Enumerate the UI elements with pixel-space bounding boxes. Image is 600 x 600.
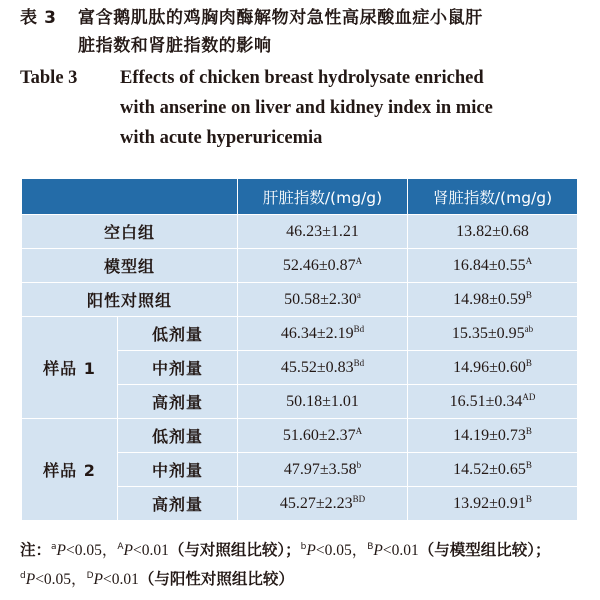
english-title-line-3: with acute hyperuricemia xyxy=(120,128,323,148)
group-label-sample-1: 样品 1 xyxy=(22,317,118,419)
liver-value: 47.97±3.58$^b$ xyxy=(238,453,408,487)
kidney-value: 13.82±0.68 xyxy=(408,215,578,249)
kidney-value: $14.52\pm 0.65^B$ xyxy=(408,453,578,487)
kidney-value: $14.96\pm 0.60^B$ xyxy=(408,351,578,385)
english-table-label: Table 3 xyxy=(20,68,78,88)
kidney-value: $14.98\pm 0.59^B$ xyxy=(408,283,578,317)
group-label-positive: 阳性对照组 xyxy=(22,283,238,317)
chinese-title-line-1: 表 3 富含鹅肌肽的鸡胸肉酶解物对急性高尿酸血症小鼠肝 xyxy=(20,4,585,32)
liver-value: $52.46\pm 0.87^A$ xyxy=(238,249,408,283)
chinese-title xyxy=(20,4,585,60)
liver-value: $45.27\pm 2.23^{BD}$ xyxy=(238,487,408,521)
table-row xyxy=(22,215,578,249)
liver-value: 50.18±1.01 xyxy=(238,385,408,419)
liver-value: $45.52\pm 0.83^{Bd}$ xyxy=(238,351,408,385)
chinese-title-line-2: 脏指数和肾脏指数的影响 xyxy=(78,36,272,56)
dose-label: 中剂量 xyxy=(118,351,238,385)
dose-label: 中剂量 xyxy=(118,453,238,487)
table-row xyxy=(22,249,578,283)
results-table xyxy=(21,178,578,521)
kidney-value: 15.35±0.95$^{ab}$ xyxy=(408,317,578,351)
header-kidney-index: 肾脏指数/(mg/g) xyxy=(408,179,578,215)
table-footnote: 注：$^a$P<0.05，$^A$P<0.01（与对照组比较）；$^b$P<0.05，$^B$P<0.01（与模型组比较）；$^d$P<0.05，$^D$P<0.01（与阳性对照组比较） xyxy=(20,541,551,588)
english-title-line-1: Table 3 Effects of chicken breast hydrolysate enriched xyxy=(20,63,585,93)
header-row xyxy=(22,179,578,215)
liver-value: $46.34\pm 2.19^{Bd}$ xyxy=(238,317,408,351)
dose-label: 高剂量 xyxy=(118,385,238,419)
kidney-value: $14.19\pm 0.73^B$ xyxy=(408,419,578,453)
chinese-table-label: 表 3 xyxy=(20,8,57,28)
english-title-line-2: with anserine on liver and kidney index in mice xyxy=(120,98,493,118)
kidney-value: $16.51\pm 0.34^{AD}$ xyxy=(408,385,578,419)
dose-label: 高剂量 xyxy=(118,487,238,521)
kidney-value: $13.92\pm 0.91^B$ xyxy=(408,487,578,521)
group-label-sample-2: 样品 2 xyxy=(22,419,118,521)
dose-label: 低剂量 xyxy=(118,317,238,351)
liver-value: 46.23±1.21 xyxy=(238,215,408,249)
table-row xyxy=(22,317,578,351)
liver-value: $51.60\pm 2.37^A$ xyxy=(238,419,408,453)
table-row xyxy=(22,283,578,317)
header-liver-index: 肝脏指数/(mg/g) xyxy=(238,179,408,215)
table-row xyxy=(22,419,578,453)
group-label-blank: 空白组 xyxy=(22,215,238,249)
kidney-value: $16.84\pm 0.55^A$ xyxy=(408,249,578,283)
english-title xyxy=(20,63,585,153)
liver-value: 50.58±2.30$^a$ xyxy=(238,283,408,317)
dose-label: 低剂量 xyxy=(118,419,238,453)
header-group xyxy=(22,179,238,215)
group-label-model: 模型组 xyxy=(22,249,238,283)
